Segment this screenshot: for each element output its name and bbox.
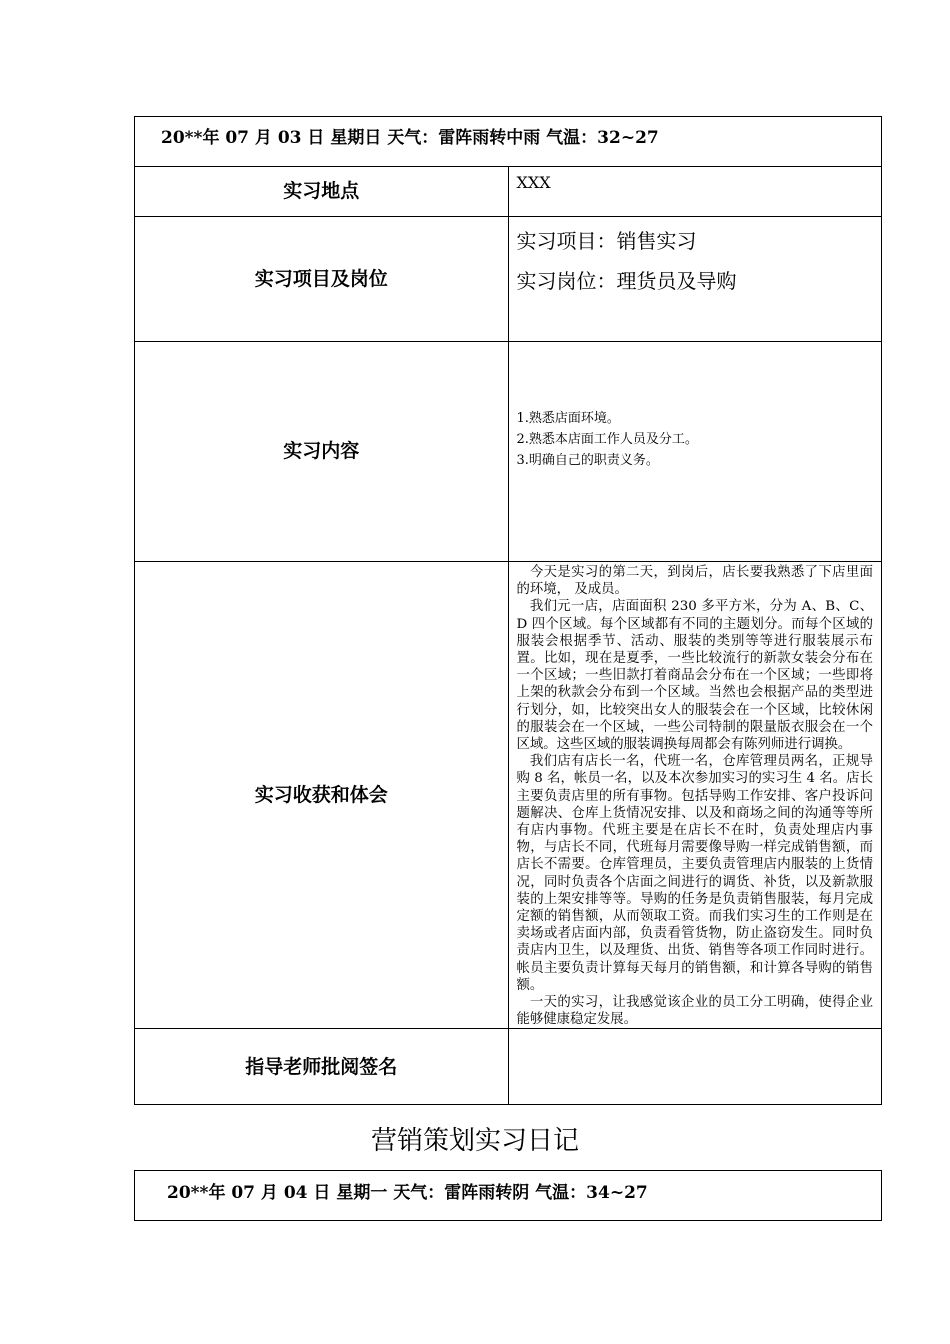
diary-table-0704 bbox=[134, 1170, 882, 1221]
entry-header: 20**年 07 月 03 日 星期日 天气：雷阵雨转中雨 气温：32~27 bbox=[135, 117, 882, 167]
gain-cell bbox=[508, 562, 882, 1029]
gain-text bbox=[517, 562, 874, 1028]
gain-paragraph: 我们店有店长一名，代班一名，仓库管理员两名，正规导购 8 名，帐员一名，以及本次参加实习的实习生 4 名。店长主要负责店里的所有事物。包括导购工作安排、客户投诉问题解决、仓库上货情况安排、以及和商场之间的沟通等等所有店内事物。代班主要是在店长不在时，负责处理店内事物，与店长不同，代班每月需要像导购一样完成销售额，而店长不需要。仓库管理员，主要负责管理店内服装的上货情况，同时负责各个店面之间进行的调货、补货，以及新款服装的上架安排等等。导购的任务是负责销售服装，每月完成定额的销售额，从而领取工资。而我们实习生的工作则是在卖场或者店面内部，负责看管货物，防止盗窃发生。同时负责店内卫生，以及理货、出货、销售等各项工作同时进行。帐员主要负责计算每天每月的销售额，和计算各导购的销售额。 bbox=[516, 754, 873, 993]
section-title: 营销策划实习日记 bbox=[370, 1126, 579, 1156]
list-item: 2.熟悉本店面工作人员及分工。 bbox=[516, 432, 698, 447]
project-label: 实习项目及岗位 bbox=[135, 217, 509, 342]
position-line: 实习岗位：理货员及导购 bbox=[516, 269, 737, 293]
location-label: 实习地点 bbox=[135, 167, 509, 217]
entry-header: 20**年 07 月 04 日 星期一 天气：雷阵雨转阴 气温：34~27 bbox=[135, 1171, 882, 1221]
content-cell bbox=[508, 342, 882, 562]
gain-label: 实习收获和体会 bbox=[135, 562, 509, 1029]
gain-paragraph: 我们元一店，店面面积 230 多平方米，分为 A、B、C、D 四个区域。每个区域都有不同的主题划分。而每个区域的服装会根据季节、活动、服装的类别等等进行服装展示布置。比如，现在是夏季，一些比较流行的新款女装会分布在一个区域；一些旧款打着商品会分布在一个区域；一些即将上架的秋款会分布到一个区域。当然也会根据产品的类型进行划分，如，比较突出女人的服装会在一个区域，比较休闲的服装会在一个区域，一些公司特制的限量版衣服会在一个区域。这些区域的服装调换每周都会有陈列师进行调换。 bbox=[516, 599, 873, 753]
sign-label: 指导老师批阅签名 bbox=[135, 1029, 509, 1105]
list-item: 1.熟悉店面环境。 bbox=[516, 411, 620, 426]
gain-paragraph: 今天是实习的第二天，到岗后，店长要我熟悉了下店里面的环境， 及成员。 bbox=[516, 565, 873, 598]
location-cell bbox=[508, 167, 882, 217]
project-line: 实习项目：销售实习 bbox=[516, 229, 697, 253]
diary-table-0703 bbox=[134, 116, 882, 1105]
gain-paragraph: 一天的实习，让我感觉该企业的员工分工明确，使得企业能够健康稳定发展。 bbox=[516, 995, 873, 1028]
content-list bbox=[517, 408, 874, 471]
content-label: 实习内容 bbox=[135, 342, 509, 562]
location-value: XXX bbox=[516, 173, 551, 192]
signature-field[interactable] bbox=[508, 1029, 882, 1105]
list-item: 3.明确自己的职责义务。 bbox=[516, 453, 659, 468]
project-cell bbox=[508, 217, 882, 342]
